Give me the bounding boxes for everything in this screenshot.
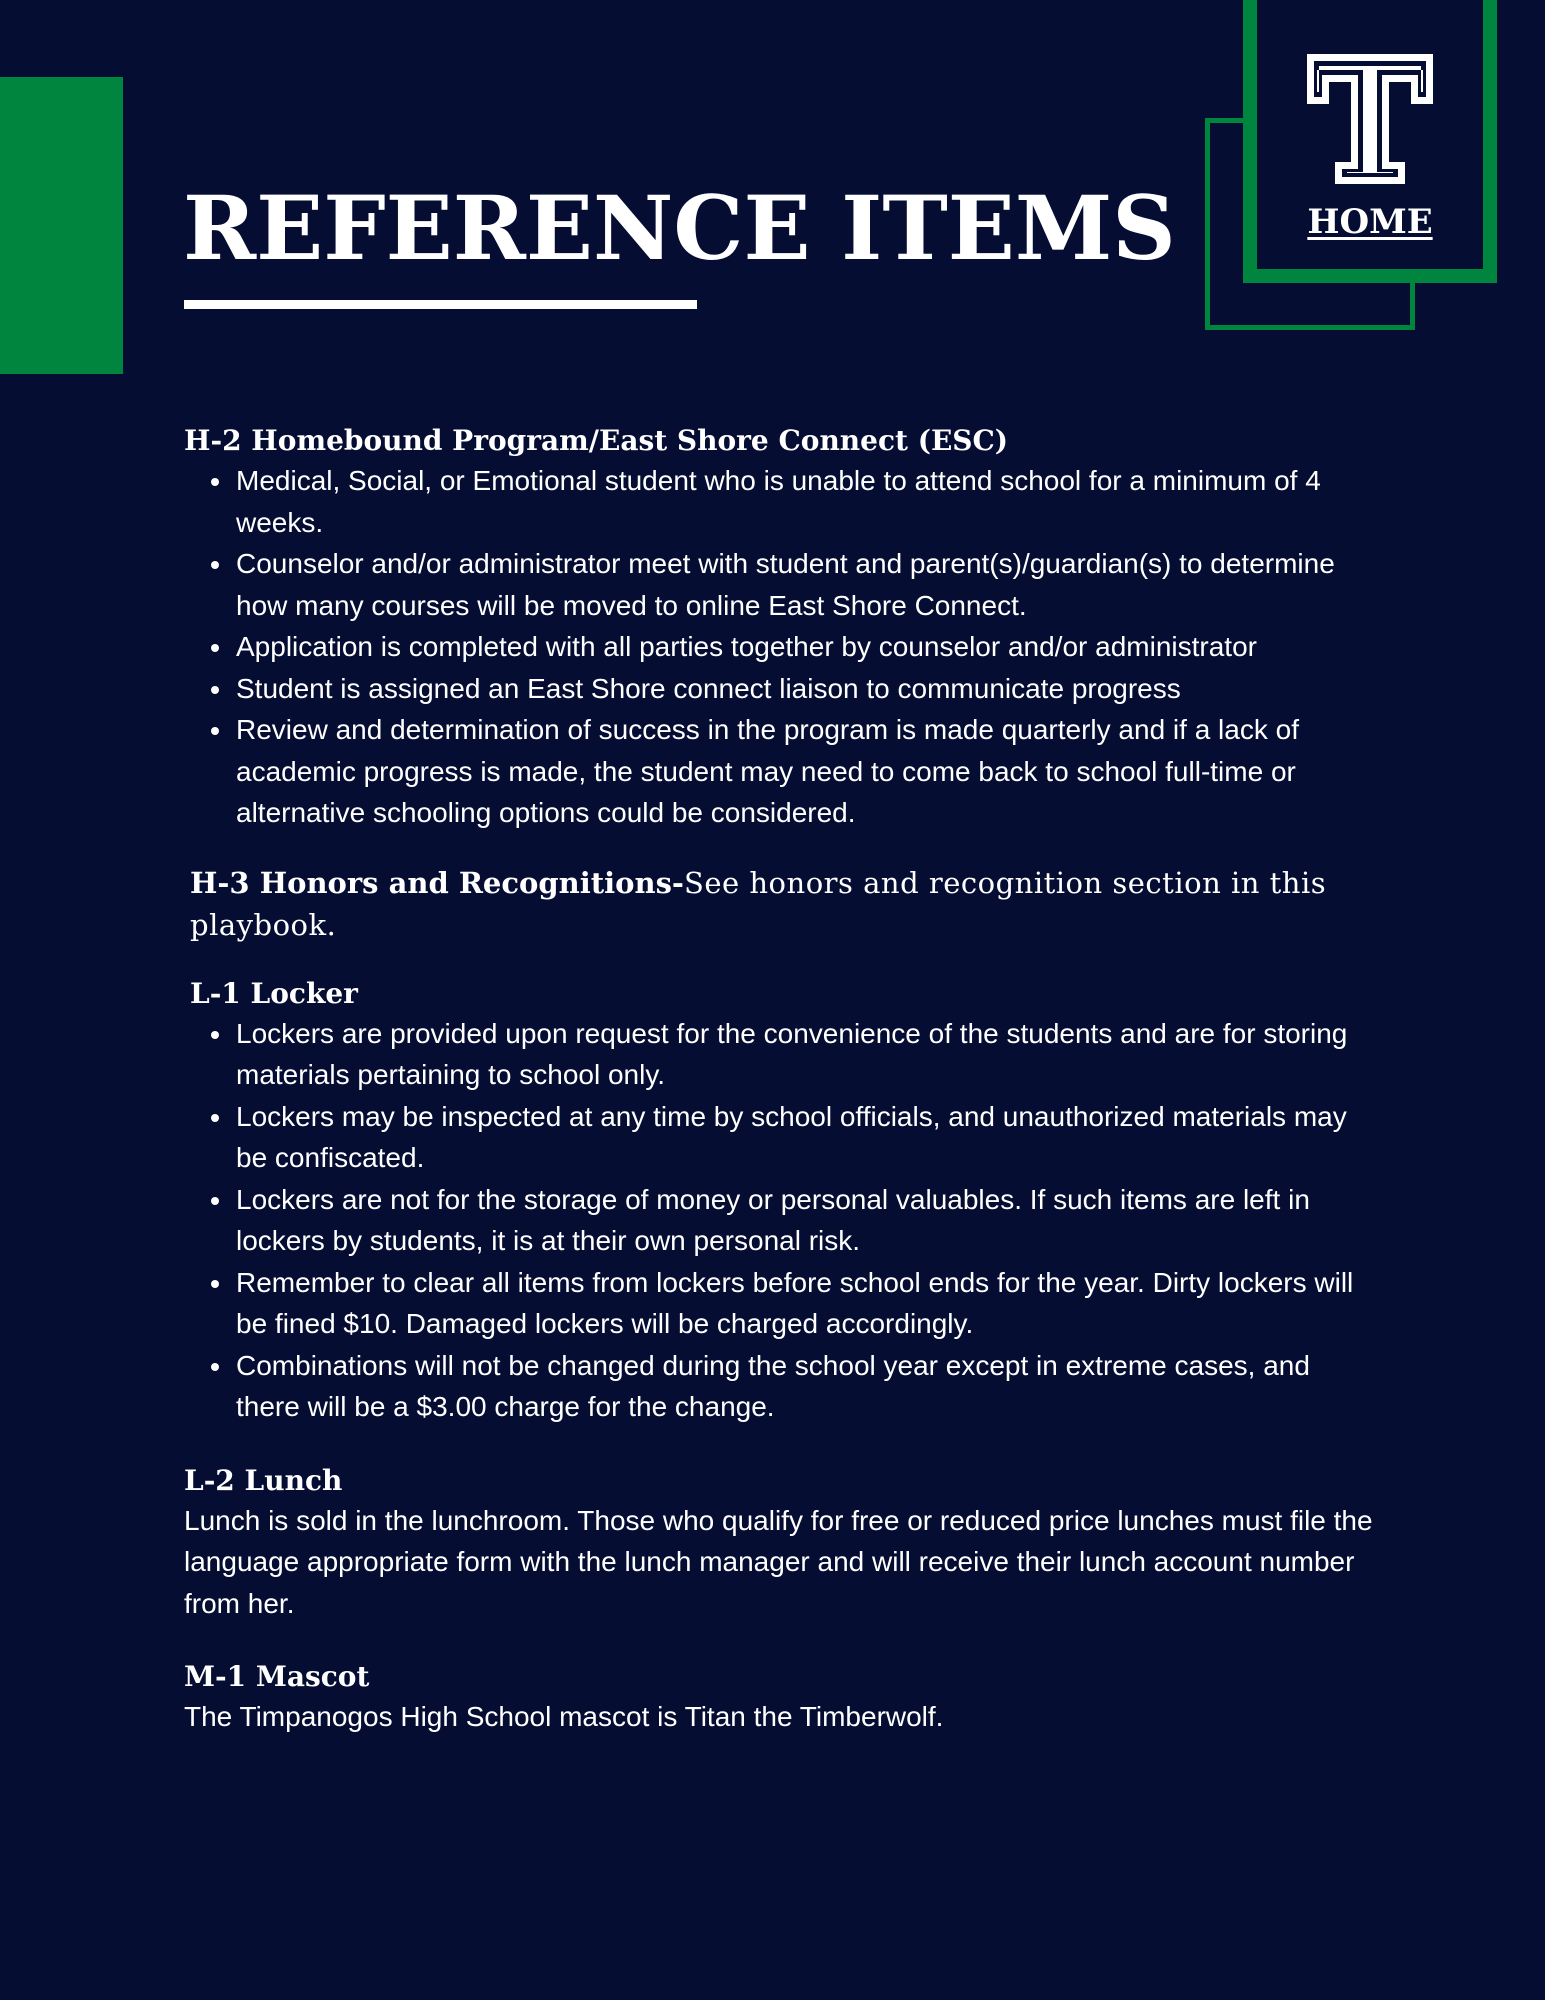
section-heading: H-2 Homebound Program/East Shore Connect (ESC) bbox=[184, 424, 1009, 457]
section-text: Lunch is sold in the lunchroom. Those who qualify for free or reduced price lunches must file the language appropriate form with the lunch manager and will receive their lunch account number from her. bbox=[184, 1504, 1373, 1619]
school-t-logo-icon[interactable] bbox=[1305, 52, 1435, 186]
list-item: • Combinations will not be changed during the school year except in extreme cases, and there will be a $3.00 charge for the change. bbox=[234, 1345, 1374, 1428]
list-item: • Student is assigned an East Shore connect liaison to communicate progress bbox=[234, 668, 1374, 710]
section-text: The Timpanogos High School mascot is Titan the Timberwolf. bbox=[184, 1701, 944, 1732]
section-l1-locker bbox=[184, 975, 1374, 1428]
section-m1-mascot bbox=[184, 1658, 1374, 1738]
section-h3-honors bbox=[184, 862, 1374, 946]
title-underline bbox=[184, 300, 697, 309]
list-item: • Counselor and/or administrator meet with student and parent(s)/guardian(s) to determine how many courses will be moved to online East Shore Connect. bbox=[234, 543, 1374, 626]
section-heading: L-1 Locker bbox=[190, 976, 358, 1010]
section-l2-lunch bbox=[184, 1462, 1374, 1625]
list-item: • Lockers are provided upon request for the convenience of the students and are for storing materials pertaining to school only. bbox=[234, 1013, 1374, 1096]
list-item: • Application is completed with all parties together by counselor and/or administrator bbox=[234, 626, 1374, 668]
section-text: See honors and recognition section in this playbook. bbox=[190, 865, 1327, 942]
list-item: • Medical, Social, or Emotional student who is unable to attend school for a minimum of 4 weeks. bbox=[234, 460, 1374, 543]
list-item: • Review and determination of success in the program is made quarterly and if a lack of academic progress is made, the student may need to come back to school full-time or alternative schooling options could be considered. bbox=[234, 709, 1374, 834]
page-title: REFERENCE ITEMS bbox=[183, 176, 1176, 280]
list-item: • Lockers may be inspected at any time by school officials, and unauthorized materials may be confiscated. bbox=[234, 1096, 1374, 1179]
section-heading: L-2 Lunch bbox=[184, 1463, 343, 1497]
list-item: • Lockers are not for the storage of money or personal valuables. If such items are left in lockers by students, it is at their own personal risk. bbox=[234, 1179, 1374, 1262]
bullet-list bbox=[184, 460, 1374, 834]
section-paragraph bbox=[184, 862, 1374, 946]
main-content bbox=[184, 422, 1374, 1738]
section-h2-homebound bbox=[184, 422, 1374, 834]
bullet-list bbox=[184, 1013, 1374, 1428]
list-item: • Remember to clear all items from lockers before school ends for the year. Dirty lockers will be fined $10. Damaged lockers will be charged accordingly. bbox=[234, 1262, 1374, 1345]
section-heading: M-1 Mascot bbox=[184, 1660, 370, 1693]
left-accent-bar bbox=[0, 77, 123, 374]
section-heading: H-3 Honors and Recognitions- bbox=[190, 865, 684, 900]
home-link[interactable]: HOME bbox=[1307, 202, 1433, 242]
